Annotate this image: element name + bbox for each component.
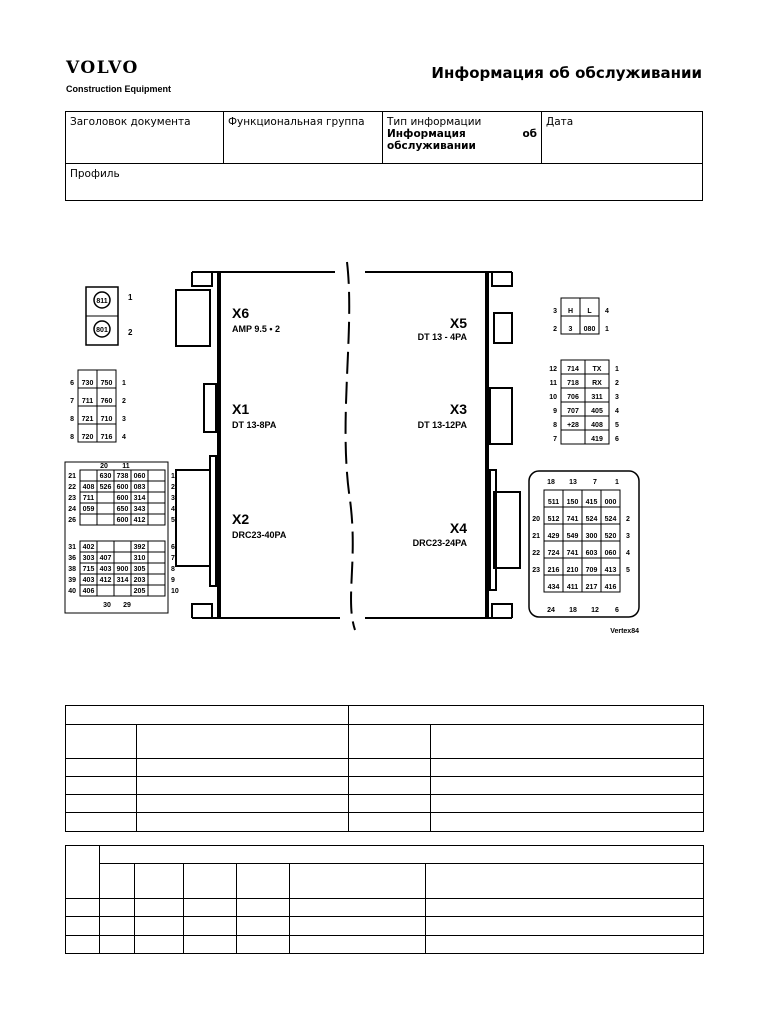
x3-pin-wire: 405 xyxy=(591,408,603,415)
x3-row-label-right: 3 xyxy=(615,394,619,401)
x4-pin-wire: 524 xyxy=(604,516,617,523)
x4-pin-wire: 216 xyxy=(547,567,560,574)
x2-bottom-pin-wire: 303 xyxy=(82,555,95,562)
x2-top-row-label-left: 24 xyxy=(68,506,76,513)
x2-bottom-row-label-right: 7 xyxy=(171,555,175,562)
x5-pin-wire: 080 xyxy=(583,326,596,333)
x4-col-number: 12 xyxy=(591,607,599,614)
x4-pin-wire: 217 xyxy=(585,584,598,591)
x1-row-label-right: 1 xyxy=(122,380,126,387)
x1-row-label-right: 3 xyxy=(122,416,126,423)
x3-pin-wire: 311 xyxy=(591,394,603,401)
x1-name: X1 xyxy=(232,401,250,417)
x2-bottom-pin-wire: 203 xyxy=(133,577,146,584)
x2-top-row-label-right: 1 xyxy=(171,473,175,480)
x3-row-label-right: 5 xyxy=(615,422,619,429)
x2-top-pin-wire: 650 xyxy=(116,506,129,513)
x2-bottom-pin-wire: 403 xyxy=(99,566,112,573)
info-type-label: Тип информации xyxy=(387,116,482,128)
x2-type: DRC23-40PA xyxy=(232,530,287,540)
x2-top-pin-wire: 408 xyxy=(82,484,95,491)
x2-top-pin-wire: 711 xyxy=(82,495,95,502)
profile-label: Профиль xyxy=(70,168,120,180)
x4-pin-wire: 741 xyxy=(566,516,579,523)
x4-pin-wire: 709 xyxy=(585,567,598,574)
x4-col-number: 1 xyxy=(615,479,619,486)
x4-row-label-right: 4 xyxy=(626,550,630,557)
x4-type: DRC23-24PA xyxy=(412,538,467,548)
x3-pin-wire: RX xyxy=(592,380,602,387)
x4-pin-wire: 511 xyxy=(547,499,560,506)
x2-top-pin-wire: 412 xyxy=(133,517,146,524)
x2-top-row-label-left: 22 xyxy=(68,484,76,491)
x2-top-pin-wire: 526 xyxy=(99,484,112,491)
x2-bottom-row-label-left: 39 xyxy=(68,577,76,584)
x3-pin-wire: 707 xyxy=(567,408,579,415)
x4-row-label-right: 5 xyxy=(626,567,630,574)
x4-pin-wire: 060 xyxy=(604,550,617,557)
x5-row-label-right: 1 xyxy=(605,326,609,333)
x3-row-label-right: 4 xyxy=(615,408,619,415)
x5-row-label-left: 2 xyxy=(553,326,557,333)
x4-col-number: 18 xyxy=(547,479,555,486)
x2-bottom-pin-wire: 205 xyxy=(133,588,146,595)
info-type-value-3: обслуживании xyxy=(387,140,476,152)
info-type-value-2: об xyxy=(522,128,537,140)
date-label: Дата xyxy=(546,116,574,128)
x1-pin-wire: 730 xyxy=(81,380,94,387)
x3-pin-wire: TX xyxy=(592,366,602,373)
x4-pin-wire: 415 xyxy=(585,499,598,506)
x1-row-label-left: 6 xyxy=(70,380,74,387)
x5-pin-wire: H xyxy=(567,308,574,315)
x4-pin-wire: 413 xyxy=(604,567,617,574)
x2-top-row-label-left: 26 xyxy=(68,517,76,524)
x4-pin-wire: 150 xyxy=(566,499,579,506)
x2-top-pin-wire: 059 xyxy=(82,506,95,513)
x2-bottom-row-label-left: 38 xyxy=(68,566,76,573)
x2-bottom-pin-wire: 310 xyxy=(133,555,146,562)
x2-top-pin-wire: 600 xyxy=(116,517,129,524)
x6-type: AMP 9.5 • 2 xyxy=(232,324,281,334)
x2-bottom-pin-wire: 403 xyxy=(82,577,95,584)
x2-bottom-pin-wire: 412 xyxy=(99,577,112,584)
x1-type: DT 13-8PA xyxy=(232,420,277,430)
x3-pin-wire: 718 xyxy=(567,380,579,387)
x2-bottom-pin-wire: 407 xyxy=(99,555,112,562)
x2-col-number: 20 xyxy=(100,463,108,470)
x2-bottom-pin-wire: 715 xyxy=(82,566,95,573)
x4-pin-wire: 724 xyxy=(547,550,560,557)
x2-col-number: 30 xyxy=(103,602,111,609)
x2-bottom-pin-wire: 402 xyxy=(82,544,95,551)
x2-bottom-row-label-right: 9 xyxy=(171,577,175,584)
x2-bottom-row-label-left: 31 xyxy=(68,544,76,551)
x2-top-row-label-left: 23 xyxy=(68,495,76,502)
x1-row-label-right: 2 xyxy=(122,398,126,405)
x2-bottom-row-label-left: 36 xyxy=(68,555,76,562)
x5-pin-wire: 3 xyxy=(568,326,573,333)
x6-pin-2-num: 2 xyxy=(128,328,133,337)
x6-pin-1-num: 1 xyxy=(128,293,133,302)
x3-pin-wire: 408 xyxy=(591,422,603,429)
x3-row-label-right: 2 xyxy=(615,380,619,387)
x3-row-label-left: 8 xyxy=(553,422,557,429)
x3-pin-wire: 714 xyxy=(567,366,579,373)
doc-title-label: Заголовок документа xyxy=(70,116,191,128)
volvo-logo: VOLVO xyxy=(66,58,139,78)
x3-type: DT 13-12PA xyxy=(417,420,467,430)
x2-top-pin-wire: 060 xyxy=(133,473,146,480)
x6-name: X6 xyxy=(232,305,250,321)
x2-bottom-pin-wire: 900 xyxy=(116,566,129,573)
x3-row-label-left: 10 xyxy=(549,394,557,401)
x2-top-pin-wire: 343 xyxy=(133,506,146,513)
x3-row-label-left: 7 xyxy=(553,436,557,443)
info-type-value-1: Информация xyxy=(387,128,466,140)
x4-name: X4 xyxy=(449,520,467,536)
x2-col-number: 11 xyxy=(122,463,130,470)
x2-top-pin-wire: 600 xyxy=(116,484,129,491)
x2-top-row-label-right: 3 xyxy=(171,495,175,502)
x4-pin-wire: 300 xyxy=(585,533,598,540)
x3-row-label-left: 9 xyxy=(553,408,557,415)
x4-pin-wire: 549 xyxy=(566,533,579,540)
x2-top-row-label-right: 2 xyxy=(171,484,175,491)
x4-pin-wire: 520 xyxy=(604,533,617,540)
x2-top-pin-wire: 083 xyxy=(133,484,146,491)
x5-type: DT 13 - 4PA xyxy=(417,332,467,342)
x1-row-label-right: 4 xyxy=(122,434,126,441)
x4-pin-wire: 210 xyxy=(566,567,579,574)
x4-pin-wire: 603 xyxy=(585,550,598,557)
x4-col-number: 18 xyxy=(569,607,577,614)
func-group-label: Функциональная группа xyxy=(228,116,365,128)
x1-pin-wire: 716 xyxy=(100,434,113,441)
x1-row-label-left: 8 xyxy=(70,416,74,423)
x1-pin-wire: 711 xyxy=(81,398,94,405)
x3-pin-wire: 419 xyxy=(591,436,603,443)
x4-pin-wire: 434 xyxy=(547,584,560,591)
x4-pin-wire: 416 xyxy=(604,584,617,591)
x2-top-row-label-right: 5 xyxy=(171,517,175,524)
x2-top-row-label-left: 21 xyxy=(68,473,76,480)
x4-col-number: 7 xyxy=(593,479,597,486)
x4-row-label-left: 20 xyxy=(532,516,540,523)
x1-row-label-left: 8 xyxy=(70,434,74,441)
x4-pin-wire: 000 xyxy=(604,499,617,506)
page-title: Информация об обслуживании xyxy=(431,64,702,82)
x2-top-pin-wire: 738 xyxy=(116,473,129,480)
x5-name: X5 xyxy=(449,315,467,331)
x4-col-number: 6 xyxy=(615,607,619,614)
x5-row-label-right: 4 xyxy=(605,308,609,315)
x6-pin-1-wire: 811 xyxy=(96,298,108,305)
logo-subtitle: Construction Equipment xyxy=(66,84,171,94)
x2-bottom-row-label-right: 10 xyxy=(171,588,179,595)
x2-bottom-pin-wire: 392 xyxy=(133,544,146,551)
x1-pin-wire: 760 xyxy=(100,398,113,405)
x2-bottom-row-label-left: 40 xyxy=(68,588,76,595)
x3-pin-wire: +28 xyxy=(567,422,579,429)
x4-pin-wire: 512 xyxy=(547,516,560,523)
x2-top-pin-wire: 314 xyxy=(133,495,146,502)
x4-pin-wire: 411 xyxy=(566,584,579,591)
x4-pin-wire: 741 xyxy=(566,550,579,557)
x1-pin-wire: 750 xyxy=(100,380,113,387)
x3-row-label-left: 12 xyxy=(549,366,557,373)
x5-row-label-left: 3 xyxy=(553,308,557,315)
x3-pin-wire: 706 xyxy=(567,394,579,401)
x4-pin-wire: 524 xyxy=(585,516,598,523)
x3-row-label-right: 1 xyxy=(615,366,619,373)
x2-col-number: 29 xyxy=(123,602,131,609)
x4-col-number: 24 xyxy=(547,607,555,614)
x4-row-label-left: 22 xyxy=(532,550,540,557)
x2-top-row-label-right: 4 xyxy=(171,506,175,513)
x4-row-label-left: 23 xyxy=(532,567,540,574)
x4-pin-wire: 429 xyxy=(547,533,560,540)
x2-bottom-pin-wire: 314 xyxy=(116,577,129,584)
x3-name: X3 xyxy=(449,401,467,417)
x3-row-label-left: 11 xyxy=(549,380,557,387)
x5-pin-wire: L xyxy=(587,308,592,315)
x4-row-label-right: 3 xyxy=(626,533,630,540)
x2-bottom-pin-wire: 406 xyxy=(82,588,95,595)
x1-pin-wire: 720 xyxy=(81,434,94,441)
x1-pin-wire: 721 xyxy=(81,416,94,423)
x2-name: X2 xyxy=(232,511,250,527)
reference-code: Vertex84 xyxy=(610,628,639,635)
x2-bottom-row-label-right: 6 xyxy=(171,544,175,551)
x2-top-pin-wire: 630 xyxy=(99,473,112,480)
x1-pin-wire: 710 xyxy=(100,416,113,423)
x2-bottom-pin-wire: 305 xyxy=(133,566,146,573)
x4-row-label-left: 21 xyxy=(532,533,540,540)
x2-top-pin-wire: 600 xyxy=(116,495,129,502)
x4-col-number: 13 xyxy=(569,479,577,486)
x3-row-label-right: 6 xyxy=(615,436,619,443)
x6-pin-2-wire: 801 xyxy=(96,327,108,334)
x4-row-label-right: 2 xyxy=(626,516,630,523)
x1-row-label-left: 7 xyxy=(70,398,74,405)
x2-bottom-row-label-right: 8 xyxy=(171,566,175,573)
